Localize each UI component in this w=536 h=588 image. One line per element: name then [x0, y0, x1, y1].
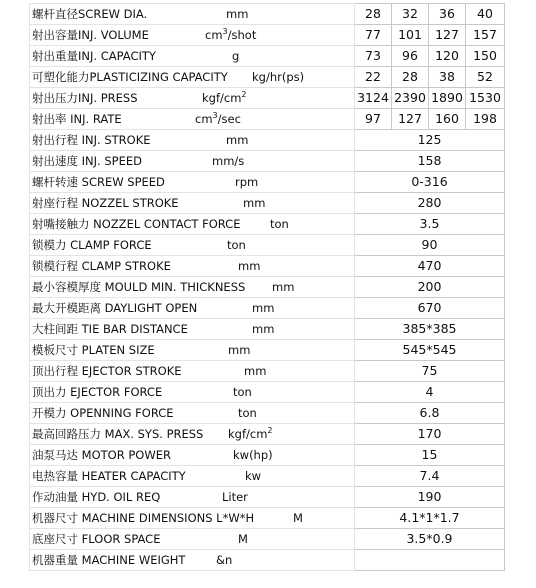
- spec-row: [30, 445, 505, 466]
- spec-unit-text: &n: [216, 553, 233, 567]
- spec-label: 射出行程 INJ. STROKE: [32, 133, 151, 147]
- spec-row: [30, 25, 505, 46]
- spec-unit: [233, 382, 252, 402]
- spec-unit: [272, 277, 294, 297]
- spec-value: 190: [355, 487, 505, 508]
- spec-label: 螺杆转速 SCREW SPEED: [32, 175, 165, 189]
- spec-row: [30, 508, 505, 529]
- spec-unit-suffix: /sec: [217, 112, 241, 126]
- spec-label: 机器重量 MACHINE WEIGHT: [32, 553, 186, 567]
- spec-label-cell: [30, 340, 355, 361]
- spec-label-cell: [30, 382, 355, 403]
- spec-row: [30, 67, 505, 88]
- spec-value: 77: [355, 25, 392, 46]
- spec-unit: [212, 151, 244, 171]
- spec-value: 32: [392, 4, 429, 25]
- spec-value: 96: [392, 46, 429, 67]
- spec-label-cell: [30, 319, 355, 340]
- spec-label: 电热容量 HEATER CAPACITY: [32, 469, 186, 483]
- spec-unit-text: ton: [238, 406, 257, 420]
- spec-unit-suffix: /shot: [227, 28, 257, 42]
- spec-value: 127: [392, 109, 429, 130]
- spec-unit-text: g: [232, 49, 240, 63]
- spec-value: 52: [466, 67, 505, 88]
- spec-row: [30, 277, 505, 298]
- spec-label: 模板尺寸 PLATEN SIZE: [32, 343, 155, 357]
- spec-value: 36: [429, 4, 466, 25]
- spec-label-cell: [30, 172, 355, 193]
- spec-value: 120: [429, 46, 466, 67]
- spec-table: [29, 3, 505, 571]
- spec-label: 锁模行程 CLAMP STROKE: [32, 259, 171, 273]
- spec-value: 40: [466, 4, 505, 25]
- spec-label: 螺杆直径SCREW DIA.: [32, 7, 148, 21]
- spec-unit-text: kw(hp): [233, 448, 273, 462]
- spec-unit: [202, 88, 247, 108]
- spec-label: 射出压力INJ. PRESS: [32, 91, 138, 105]
- spec-value: 22: [355, 67, 392, 88]
- spec-value: 73: [355, 46, 392, 67]
- spec-value: 15: [355, 445, 505, 466]
- spec-label: 射出率 INJ. RATE: [32, 112, 122, 126]
- spec-unit: [228, 340, 250, 360]
- spec-label-cell: [30, 277, 355, 298]
- spec-value: 28: [392, 67, 429, 88]
- spec-unit-text: kgf/cm: [228, 427, 268, 441]
- spec-label-cell: [30, 361, 355, 382]
- spec-row: [30, 193, 505, 214]
- spec-row: [30, 235, 505, 256]
- spec-unit-text: mm: [243, 196, 266, 210]
- spec-label: 射座行程 NOZZEL STROKE: [32, 196, 179, 210]
- spec-unit-text: mm: [252, 322, 275, 336]
- spec-row: [30, 403, 505, 424]
- spec-row: [30, 4, 505, 25]
- spec-value: 3.5: [355, 214, 505, 235]
- spec-unit: [238, 529, 248, 549]
- spec-row: [30, 109, 505, 130]
- spec-label: 油泵马达 MOTOR POWER: [32, 448, 171, 462]
- spec-label: 顶出行程 EJECTOR STROKE: [32, 364, 182, 378]
- spec-unit-superscript: 2: [241, 90, 247, 100]
- spec-unit-text: mm: [238, 259, 261, 273]
- spec-value: 385*385: [355, 319, 505, 340]
- spec-label-cell: [30, 256, 355, 277]
- spec-unit: [243, 193, 265, 213]
- spec-label: 最小容模厚度 MOULD MIN. THICKNESS: [32, 280, 246, 294]
- spec-unit: [216, 550, 232, 570]
- spec-value: 4: [355, 382, 505, 403]
- spec-label-cell: [30, 424, 355, 445]
- spec-unit: [293, 508, 303, 528]
- spec-table-body: [30, 4, 505, 571]
- spec-unit-text: rpm: [235, 175, 259, 189]
- spec-row: [30, 88, 505, 109]
- spec-unit-text: cm: [205, 28, 223, 42]
- spec-unit-text: cm: [195, 112, 213, 126]
- spec-value: 200: [355, 277, 505, 298]
- spec-value: 125: [355, 130, 505, 151]
- spec-value: [355, 550, 505, 571]
- spec-value: 1530: [466, 88, 505, 109]
- spec-label-cell: [30, 550, 355, 571]
- spec-row: [30, 424, 505, 445]
- spec-value: 3124: [355, 88, 392, 109]
- spec-row: [30, 487, 505, 508]
- spec-row: [30, 172, 505, 193]
- spec-label-cell: [30, 4, 355, 25]
- spec-unit: [226, 130, 248, 150]
- spec-row: [30, 319, 505, 340]
- spec-label-cell: [30, 298, 355, 319]
- spec-unit-text: mm/s: [212, 154, 245, 168]
- spec-unit: [235, 172, 258, 192]
- spec-unit-text: ton: [270, 217, 289, 231]
- spec-label: 最大开模距离 DAYLIGHT OPEN: [32, 301, 198, 315]
- spec-label: 射嘴接触力 NOZZEL CONTACT FORCE: [32, 217, 241, 231]
- spec-value: 198: [466, 109, 505, 130]
- spec-unit: [252, 67, 304, 87]
- spec-value: 101: [392, 25, 429, 46]
- spec-unit: [205, 25, 256, 45]
- spec-label-cell: [30, 508, 355, 529]
- spec-label-cell: [30, 214, 355, 235]
- spec-unit-text: mm: [226, 133, 249, 147]
- spec-label: 射出容量INJ. VOLUME: [32, 28, 149, 42]
- spec-row: [30, 466, 505, 487]
- spec-unit-text: kw: [245, 469, 262, 483]
- spec-value: 150: [466, 46, 505, 67]
- spec-row: [30, 130, 505, 151]
- spec-unit: [270, 214, 289, 234]
- spec-unit-text: mm: [272, 280, 295, 294]
- spec-value: 670: [355, 298, 505, 319]
- spec-value: 7.4: [355, 466, 505, 487]
- spec-unit-text: kgf/cm: [202, 91, 242, 105]
- spec-value: 0-316: [355, 172, 505, 193]
- spec-row: [30, 298, 505, 319]
- spec-label: 射出重量INJ. CAPACITY: [32, 49, 156, 63]
- spec-unit: [252, 319, 274, 339]
- spec-label: 最高回路压力 MAX. SYS. PRESS: [32, 427, 204, 441]
- spec-label-cell: [30, 151, 355, 172]
- spec-value: 28: [355, 4, 392, 25]
- spec-label-cell: [30, 235, 355, 256]
- spec-unit-text: ton: [227, 238, 246, 252]
- spec-label-cell: [30, 487, 355, 508]
- spec-value: 157: [466, 25, 505, 46]
- spec-label-cell: [30, 109, 355, 130]
- spec-value: 170: [355, 424, 505, 445]
- spec-unit: [195, 109, 241, 129]
- spec-unit-superscript: 3: [222, 27, 228, 37]
- spec-unit: [245, 466, 261, 486]
- spec-value: 127: [429, 25, 466, 46]
- spec-value: 1890: [429, 88, 466, 109]
- spec-value: 2390: [392, 88, 429, 109]
- spec-unit-superscript: 2: [267, 426, 273, 436]
- spec-row: [30, 361, 505, 382]
- spec-unit: [238, 403, 257, 423]
- spec-label-cell: [30, 130, 355, 151]
- spec-row: [30, 46, 505, 67]
- spec-label: 射出速度 INJ. SPEED: [32, 154, 142, 168]
- spec-value: 545*545: [355, 340, 505, 361]
- spec-unit: [232, 46, 239, 66]
- spec-label: 底座尺寸 FLOOR SPACE: [32, 532, 161, 546]
- spec-unit-text: mm: [228, 343, 251, 357]
- spec-row: [30, 550, 505, 571]
- spec-value: 97: [355, 109, 392, 130]
- spec-row: [30, 214, 505, 235]
- spec-value: 470: [355, 256, 505, 277]
- spec-unit: [233, 445, 273, 465]
- spec-value: 158: [355, 151, 505, 172]
- spec-unit-text: ton: [233, 385, 252, 399]
- spec-label: 作动油量 HYD. OIL REQ: [32, 490, 161, 504]
- spec-label-cell: [30, 88, 355, 109]
- spec-value: 75: [355, 361, 505, 382]
- spec-label: 顶出力 EJECTOR FORCE: [32, 385, 163, 399]
- spec-value: 4.1*1*1.7: [355, 508, 505, 529]
- spec-row: [30, 256, 505, 277]
- spec-value: 160: [429, 109, 466, 130]
- spec-label-cell: [30, 466, 355, 487]
- spec-unit: [226, 4, 248, 24]
- spec-label-cell: [30, 403, 355, 424]
- spec-label: 可塑化能力PLASTICIZING CAPACITY: [32, 70, 228, 84]
- spec-label-cell: [30, 529, 355, 550]
- spec-unit-text: mm: [244, 364, 267, 378]
- spec-value: 3.5*0.9: [355, 529, 505, 550]
- spec-value: 90: [355, 235, 505, 256]
- spec-unit-text: kg/hr(ps): [252, 70, 305, 84]
- spec-unit: [222, 487, 248, 507]
- spec-label-cell: [30, 193, 355, 214]
- spec-value: 280: [355, 193, 505, 214]
- spec-unit-text: mm: [252, 301, 275, 315]
- spec-value: 6.8: [355, 403, 505, 424]
- spec-unit: [244, 361, 266, 381]
- spec-unit-superscript: 3: [212, 111, 218, 121]
- spec-row: [30, 340, 505, 361]
- spec-label-cell: [30, 25, 355, 46]
- spec-unit: [227, 235, 246, 255]
- spec-unit-text: M: [293, 511, 303, 525]
- spec-label: 开模力 OPENNING FORCE: [32, 406, 174, 420]
- spec-label-cell: [30, 46, 355, 67]
- spec-label: 锁模力 CLAMP FORCE: [32, 238, 152, 252]
- spec-unit: [228, 424, 273, 444]
- spec-label: 机器尺寸 MACHINE DIMENSIONS L*W*H: [32, 511, 255, 525]
- spec-row: [30, 151, 505, 172]
- spec-unit: [252, 298, 274, 318]
- spec-label-cell: [30, 445, 355, 466]
- spec-row: [30, 382, 505, 403]
- spec-unit-text: M: [238, 532, 248, 546]
- spec-value: 38: [429, 67, 466, 88]
- spec-unit: [238, 256, 260, 276]
- spec-unit-text: mm: [226, 7, 249, 21]
- spec-row: [30, 529, 505, 550]
- spec-label: 大柱间距 TIE BAR DISTANCE: [32, 322, 188, 336]
- spec-unit-text: Liter: [222, 490, 248, 504]
- spec-label-cell: [30, 67, 355, 88]
